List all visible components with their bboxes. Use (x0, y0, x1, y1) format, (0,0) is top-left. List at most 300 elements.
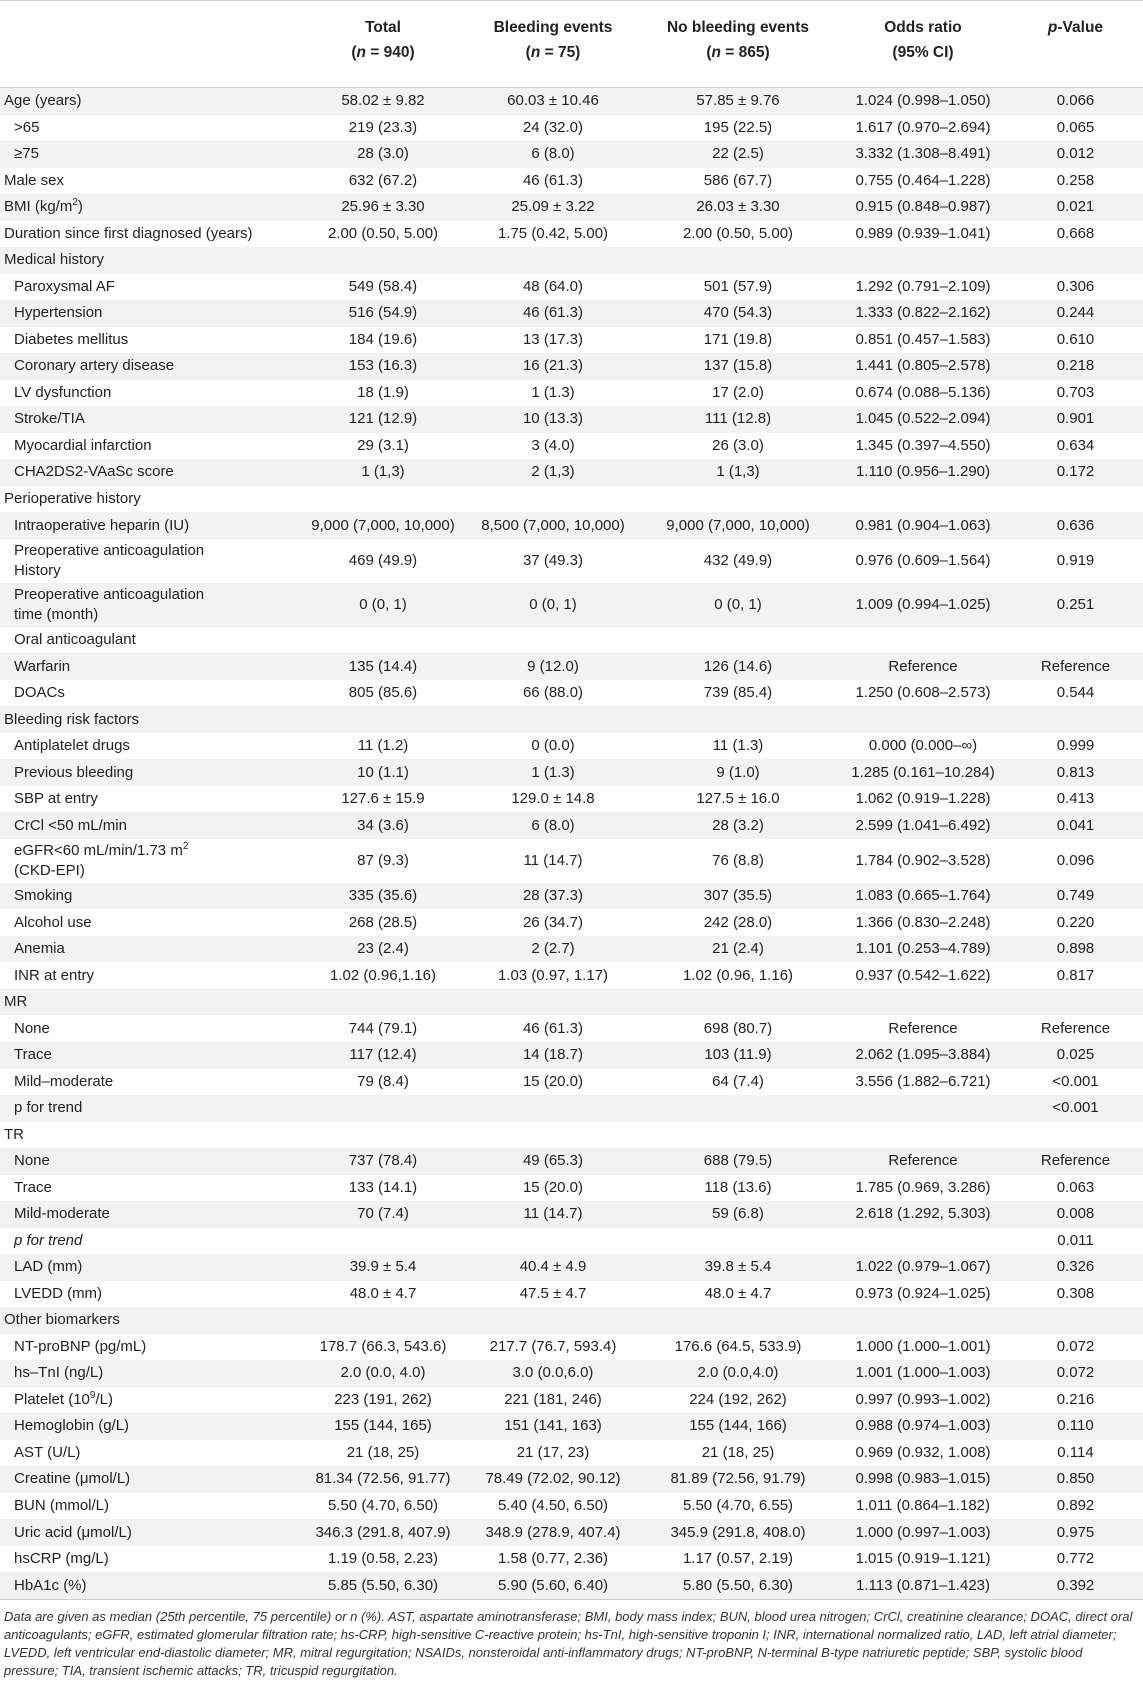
header-bleeding (468, 15, 638, 65)
row-label (0, 141, 298, 168)
row-label-main: Perioperative history (4, 489, 141, 507)
cell-no-bleeding: 2.00 (0.50, 5.00) (682, 224, 794, 242)
row-label-main: hs–TnI (ng/L) (14, 1364, 104, 1382)
row-label (0, 486, 298, 513)
cell-no-bleeding: 698 (80.7) (703, 1019, 773, 1037)
cell-total: 29 (3.1) (357, 436, 409, 454)
row-label-main: Platelet (10 (14, 1390, 90, 1408)
cell-p-value: 0.041 (1008, 812, 1143, 839)
cell-p-value: 0.220 (1056, 913, 1095, 931)
cell-no-bleeding: 21 (2.4) (638, 936, 838, 963)
cell-total: 5.50 (4.70, 6.50) (327, 1497, 439, 1514)
row-label-text (4, 92, 298, 110)
row-label-text (14, 940, 298, 958)
cell-total: 5.85 (5.50, 6.30) (298, 1572, 468, 1599)
cell-bleeding: 15 (20.0) (522, 1072, 584, 1090)
row-label-main: Age (years) (4, 92, 82, 110)
cell-p-value: 0.110 (1008, 1413, 1143, 1440)
cell-total: 79 (8.4) (357, 1072, 409, 1090)
cell-no-bleeding (638, 706, 838, 733)
cell-no-bleeding: 470 (54.3) (638, 300, 838, 327)
cell-p-value: 0.308 (1056, 1284, 1095, 1302)
row-label-main: Other biomarkers (4, 1311, 120, 1329)
cell-no-bleeding (638, 1228, 838, 1255)
cell-bleeding: 16 (21.3) (468, 353, 638, 380)
row-label-text (4, 1126, 298, 1144)
table-row (0, 812, 1143, 839)
table-row (0, 1440, 1143, 1467)
row-label-text (14, 764, 298, 782)
cell-p-value: 0.544 (1056, 684, 1095, 702)
cell-odds-ratio: Reference (838, 653, 1008, 680)
cell-odds-ratio: 1.022 (0.979–1.067) (838, 1254, 1008, 1281)
cell-total (298, 486, 468, 513)
row-label-main: Intraoperative heparin (IU) (14, 516, 190, 534)
cell-odds-ratio: 1.045 (0.522–2.094) (838, 406, 1008, 433)
row-label (0, 1546, 298, 1573)
row-label (0, 1413, 298, 1440)
table-row (0, 1042, 1143, 1069)
row-label-text (14, 1470, 298, 1488)
row-label (0, 1254, 298, 1281)
cell-total: 23 (2.4) (298, 936, 468, 963)
cell-total: 135 (14.4) (298, 653, 468, 680)
cell-p-value: 0.172 (1008, 459, 1143, 486)
row-label (0, 909, 298, 936)
cell-odds-ratio (838, 627, 1008, 654)
cell-no-bleeding: 21 (18, 25) (701, 1443, 775, 1461)
header-no-bleeding (638, 15, 838, 65)
cell-total: 2.0 (0.0, 4.0) (298, 1360, 468, 1387)
row-label-main: Trace (14, 1178, 52, 1196)
cell-odds-ratio: 3.332 (1.308–8.491) (838, 141, 1008, 168)
row-label-text (4, 490, 298, 508)
cell-total: 184 (19.6) (348, 330, 418, 348)
cell-bleeding: 151 (141, 163) (468, 1413, 638, 1440)
cell-odds-ratio: 0.851 (0.457–1.583) (855, 330, 991, 348)
row-label-main: Anemia (14, 940, 65, 958)
cell-odds-ratio: 0.976 (0.609–1.564) (855, 551, 991, 569)
cell-total: 549 (58.4) (348, 277, 418, 295)
cell-bleeding (468, 1228, 638, 1255)
table-row (0, 1281, 1143, 1308)
cell-bleeding: 46 (61.3) (522, 1019, 584, 1037)
table-row (0, 1069, 1143, 1096)
cell-p-value: 0.772 (1056, 1550, 1095, 1568)
cell-no-bleeding: 26.03 ± 3.30 (638, 194, 838, 221)
cell-p-value: 0.636 (1008, 512, 1143, 539)
row-label (0, 1095, 298, 1122)
cell-no-bleeding: 137 (15.8) (638, 353, 838, 380)
cell-p-value: 0.021 (1008, 194, 1143, 221)
header-bleeding-n: (n = 75) (525, 44, 581, 61)
row-label (0, 812, 298, 839)
cell-total: 21 (18, 25) (346, 1443, 420, 1461)
cell-total (298, 1095, 468, 1122)
row-label (0, 786, 298, 813)
table-row (0, 353, 1143, 380)
table-row (0, 1493, 1143, 1520)
table-row (0, 1413, 1143, 1440)
row-label-text (4, 711, 298, 729)
row-label (0, 759, 298, 786)
table-row (0, 1360, 1143, 1387)
cell-odds-ratio: 1.110 (0.956–1.290) (838, 459, 1008, 486)
row-label-text (14, 1364, 298, 1382)
row-label-main: SBP at entry (14, 790, 98, 808)
table-row (0, 1228, 1143, 1255)
table-row (0, 247, 1143, 274)
table-row (0, 115, 1143, 142)
cell-total: 346.3 (291.8, 407.9) (298, 1519, 468, 1546)
cell-odds-ratio: 0.915 (0.848–0.987) (838, 194, 1008, 221)
row-label-text (14, 278, 298, 296)
cell-p-value (1008, 706, 1143, 733)
row-label (0, 353, 298, 380)
row-label (0, 583, 298, 627)
row-label-main: CrCl <50 mL/min (14, 816, 127, 834)
cell-total: 0 (0, 1) (298, 583, 468, 627)
cell-odds-ratio: 1.101 (0.253–4.789) (838, 936, 1008, 963)
cell-no-bleeding (638, 1307, 838, 1334)
row-label-main: TR (4, 1125, 24, 1143)
table-row (0, 274, 1143, 301)
row-label-main: p for trend (14, 1231, 83, 1249)
row-label (0, 989, 298, 1016)
row-label-text (4, 993, 298, 1011)
cell-p-value: 0.306 (1056, 277, 1095, 295)
cell-odds-ratio: Reference (888, 1019, 958, 1037)
row-label-main: Smoking (14, 887, 73, 905)
table-row (0, 300, 1143, 327)
row-label-text (14, 585, 214, 625)
cell-total: 1.02 (0.96,1.16) (330, 966, 436, 984)
row-label (0, 733, 298, 760)
cell-bleeding: 1 (1.3) (468, 759, 638, 786)
row-label-text (14, 1258, 298, 1276)
cell-odds-ratio: 2.062 (1.095–3.884) (838, 1042, 1008, 1069)
cell-no-bleeding: 26 (3.0) (712, 436, 764, 454)
cell-total: 70 (7.4) (298, 1201, 468, 1228)
cell-total (298, 627, 468, 654)
cell-p-value: 0.065 (1056, 118, 1095, 136)
cell-odds-ratio: 1.333 (0.822–2.162) (838, 300, 1008, 327)
table-row (0, 194, 1143, 221)
cell-no-bleeding: 0 (0, 1) (638, 583, 838, 627)
cell-total: 127.6 ± 15.9 (341, 790, 425, 808)
row-label-text (14, 1232, 298, 1250)
cell-total: 223 (191, 262) (334, 1390, 432, 1408)
cell-bleeding (468, 1122, 638, 1149)
cell-odds-ratio: 0.988 (0.974–1.003) (838, 1413, 1008, 1440)
cell-p-value: 0.244 (1008, 300, 1143, 327)
cell-p-value: 0.703 (1056, 383, 1095, 401)
cell-bleeding: 24 (32.0) (522, 118, 584, 136)
cell-bleeding: 1 (1.3) (531, 383, 575, 401)
cell-odds-ratio: 1.617 (0.970–2.694) (855, 118, 991, 136)
cell-total: 11 (1.2) (357, 737, 409, 755)
cell-bleeding: 48 (64.0) (522, 277, 584, 295)
row-label-main: Antiplatelet drugs (14, 737, 130, 755)
cell-p-value: 0.610 (1056, 330, 1095, 348)
row-label-main: Hemoglobin (g/L) (14, 1417, 130, 1435)
cell-total: 737 (78.4) (298, 1148, 468, 1175)
row-label-main: Creatine (μmol/L) (14, 1470, 131, 1488)
cell-odds-ratio: 1.083 (0.665–1.764) (838, 883, 1008, 910)
cell-bleeding: 1.75 (0.42, 5.00) (497, 224, 609, 242)
cell-odds-ratio: 0.674 (0.088–5.136) (855, 383, 991, 401)
row-label-text (4, 1311, 298, 1329)
row-label (0, 1440, 298, 1467)
cell-no-bleeding: 2.0 (0.0,4.0) (638, 1360, 838, 1387)
table-row (0, 380, 1143, 407)
table-row (0, 583, 1143, 627)
cell-total: 1 (1,3) (298, 459, 468, 486)
cell-p-value: Reference (1040, 1019, 1111, 1037)
table-row (0, 759, 1143, 786)
cell-odds-ratio: 1.024 (0.998–1.050) (838, 88, 1008, 115)
cell-bleeding: 2 (1,3) (468, 459, 638, 486)
row-label (0, 300, 298, 327)
row-label-main: LVEDD (mm) (14, 1284, 103, 1302)
table-row (0, 1466, 1143, 1493)
row-label-main: Preoperative anticoagulation time (month) (14, 585, 205, 623)
cell-total: 744 (79.1) (348, 1019, 418, 1037)
cell-total: 335 (35.6) (298, 883, 468, 910)
row-label-main: Hypertension (14, 304, 103, 322)
table-row (0, 1334, 1143, 1361)
cell-p-value: 0.749 (1008, 883, 1143, 910)
row-label (0, 1466, 298, 1493)
row-label-main: ≥75 (14, 145, 39, 163)
row-label-main: Preoperative anticoagulation History (14, 541, 205, 579)
cell-bleeding (468, 247, 638, 274)
cell-p-value: <0.001 (1008, 1095, 1143, 1122)
cell-bleeding: 47.5 ± 4.7 (519, 1284, 587, 1302)
header-bleeding-label: Bleeding events (493, 19, 613, 36)
table-row (0, 1387, 1143, 1414)
row-label-text (14, 410, 298, 428)
cell-p-value: 0.850 (1008, 1466, 1143, 1493)
table-header (0, 0, 1143, 88)
cell-p-value: 0.011 (1057, 1231, 1094, 1249)
cell-p-value: 0.813 (1008, 759, 1143, 786)
cell-no-bleeding: 171 (19.8) (703, 330, 773, 348)
row-label (0, 962, 298, 989)
row-label (0, 1069, 298, 1096)
row-label-text (14, 1285, 298, 1303)
row-label-main: Coronary artery disease (14, 357, 175, 375)
cell-bleeding: 11 (14.7) (523, 851, 583, 869)
cell-bleeding: 14 (18.7) (468, 1042, 638, 1069)
cell-p-value: 0.072 (1056, 1337, 1095, 1355)
cell-bleeding: 9 (12.0) (468, 653, 638, 680)
cell-odds-ratio: 2.618 (1.292, 5.303) (838, 1201, 1008, 1228)
header-total-label: Total (365, 19, 401, 36)
table-row (0, 1175, 1143, 1202)
row-label-text (14, 684, 298, 702)
cell-no-bleeding: 501 (57.9) (703, 277, 773, 295)
cell-p-value: 0.326 (1008, 1254, 1143, 1281)
cell-odds-ratio: 0.989 (0.939–1.041) (855, 224, 991, 242)
row-label (0, 1015, 298, 1042)
cell-no-bleeding: 155 (144, 166) (638, 1413, 838, 1440)
cell-odds-ratio: 1.009 (0.994–1.025) (838, 583, 1008, 627)
row-label-text (14, 1152, 298, 1170)
cell-odds-ratio: 1.292 (0.791–2.109) (855, 277, 991, 295)
row-label-text (14, 841, 214, 881)
row-label-main: None (14, 1152, 50, 1170)
cell-no-bleeding: 307 (35.5) (638, 883, 838, 910)
table-row (0, 1148, 1143, 1175)
table-row (0, 1519, 1143, 1546)
cell-total: 25.96 ± 3.30 (298, 194, 468, 221)
cell-total (298, 989, 468, 1016)
row-label-main: Male sex (4, 171, 65, 189)
row-label-main: Medical history (4, 251, 105, 269)
table-row (0, 1015, 1143, 1042)
row-label-main: Diabetes mellitus (14, 330, 129, 348)
row-label-main: >65 (14, 118, 40, 136)
cell-p-value: 0.892 (1056, 1497, 1095, 1514)
cell-total (298, 247, 468, 274)
table-row (0, 936, 1143, 963)
cell-odds-ratio (838, 1095, 1008, 1122)
row-label-text (14, 541, 214, 581)
cell-no-bleeding: 9 (1.0) (638, 759, 838, 786)
cell-p-value (1008, 247, 1143, 274)
cell-no-bleeding: 739 (85.4) (703, 684, 773, 702)
header-odds-label: Odds ratio (884, 19, 962, 36)
cell-total: 2.00 (0.50, 5.00) (327, 224, 439, 242)
row-label (0, 327, 298, 354)
row-label (0, 221, 298, 248)
row-label-main: Duration since first diagnosed (years) (4, 224, 253, 242)
table-row (0, 1095, 1143, 1122)
row-label-suffix: (CKD-EPI) (14, 861, 85, 879)
row-label-main: BMI (kg/m (4, 198, 73, 216)
table-row (0, 406, 1143, 433)
row-label (0, 1175, 298, 1202)
table-row (0, 168, 1143, 195)
cell-p-value: 0.999 (1056, 737, 1095, 755)
table-row (0, 706, 1143, 733)
cell-no-bleeding: 111 (12.8) (638, 406, 838, 433)
row-label-text (4, 172, 298, 190)
cell-p-value (1008, 1122, 1143, 1149)
row-label (0, 1334, 298, 1361)
table-row (0, 989, 1143, 1016)
cell-odds-ratio: 1.345 (0.397–4.550) (855, 436, 991, 454)
row-label (0, 706, 298, 733)
table-row (0, 653, 1143, 680)
cell-odds-ratio: 1.000 (1.000–1.001) (855, 1337, 991, 1355)
row-label (0, 680, 298, 707)
table-row (0, 909, 1143, 936)
row-label-text (14, 631, 298, 649)
cell-no-bleeding: 1.17 (0.57, 2.19) (682, 1550, 794, 1568)
cell-bleeding: 129.0 ± 14.8 (511, 790, 595, 808)
cell-total: 805 (85.6) (348, 684, 418, 702)
table-row (0, 839, 1143, 883)
row-label-main: Stroke/TIA (14, 410, 85, 428)
row-label (0, 653, 298, 680)
cell-no-bleeding: 224 (192, 262) (689, 1390, 787, 1408)
row-label (0, 883, 298, 910)
cell-odds-ratio: 1.784 (0.902–3.528) (855, 851, 991, 869)
row-label-text (14, 1391, 298, 1409)
cell-total (298, 1307, 468, 1334)
cell-bleeding: 78.49 (72.02, 90.12) (468, 1466, 638, 1493)
row-label-main: Previous bleeding (14, 763, 134, 781)
cell-total (298, 1228, 468, 1255)
cell-no-bleeding: 57.85 ± 9.76 (638, 88, 838, 115)
cell-odds-ratio: 0.755 (0.464–1.228) (855, 171, 991, 189)
row-label (0, 115, 298, 142)
cell-total: 34 (3.6) (298, 812, 468, 839)
cell-total: 153 (16.3) (298, 353, 468, 380)
cell-bleeding (468, 989, 638, 1016)
cell-odds-ratio: 2.599 (1.041–6.492) (838, 812, 1008, 839)
row-label-text (14, 1179, 298, 1197)
row-label-main: Trace (14, 1046, 52, 1064)
cell-no-bleeding: 11 (1.3) (712, 737, 764, 755)
row-label (0, 168, 298, 195)
cell-bleeding: 6 (8.0) (468, 812, 638, 839)
row-label-main: None (14, 1019, 50, 1037)
row-label-main: LAD (mm) (14, 1258, 83, 1276)
row-label-main: Alcohol use (14, 913, 92, 931)
row-label (0, 539, 298, 583)
cell-bleeding: 3.0 (0.0,6.0) (468, 1360, 638, 1387)
cell-odds-ratio: 1.250 (0.608–2.573) (855, 684, 991, 702)
row-label-text (14, 1417, 298, 1435)
header-p-value (1008, 15, 1143, 40)
cell-bleeding: 66 (88.0) (522, 684, 584, 702)
row-label-text (14, 357, 298, 375)
row-label-suffix: ) (77, 198, 83, 216)
cell-total: 58.02 ± 9.82 (298, 88, 468, 115)
cell-odds-ratio: 1.366 (0.830–2.248) (855, 913, 991, 931)
cell-no-bleeding: 103 (11.9) (638, 1042, 838, 1069)
header-total-n: (n = 940) (351, 44, 415, 61)
cell-no-bleeding: 9,000 (7,000, 10,000) (638, 512, 838, 539)
row-label-text (14, 331, 298, 349)
row-label (0, 839, 298, 883)
cell-total: 133 (14.1) (348, 1178, 418, 1196)
row-label-main: HbA1c (%) (14, 1576, 87, 1594)
row-label-main: INR at entry (14, 966, 95, 984)
cell-bleeding: 0 (0, 1) (468, 583, 638, 627)
cell-no-bleeding: 126 (14.6) (638, 653, 838, 680)
cell-no-bleeding: 242 (28.0) (703, 913, 773, 931)
cell-odds-ratio: 0.997 (0.993–1.002) (855, 1390, 991, 1408)
cell-odds-ratio (838, 1228, 1008, 1255)
row-label-text (14, 1073, 298, 1091)
row-label (0, 1360, 298, 1387)
row-label-text (14, 914, 298, 932)
cell-no-bleeding: 64 (7.4) (712, 1072, 764, 1090)
cell-odds-ratio (838, 486, 1008, 513)
cell-no-bleeding: 127.5 ± 16.0 (696, 790, 780, 808)
cell-bleeding: 0 (0.0) (531, 737, 575, 755)
cell-p-value: 0.392 (1008, 1572, 1143, 1599)
row-label-text (14, 1444, 298, 1462)
table-row (0, 459, 1143, 486)
cell-p-value: 0.012 (1008, 141, 1143, 168)
cell-total (298, 706, 468, 733)
row-label-superscript: 9 (89, 1389, 96, 1401)
